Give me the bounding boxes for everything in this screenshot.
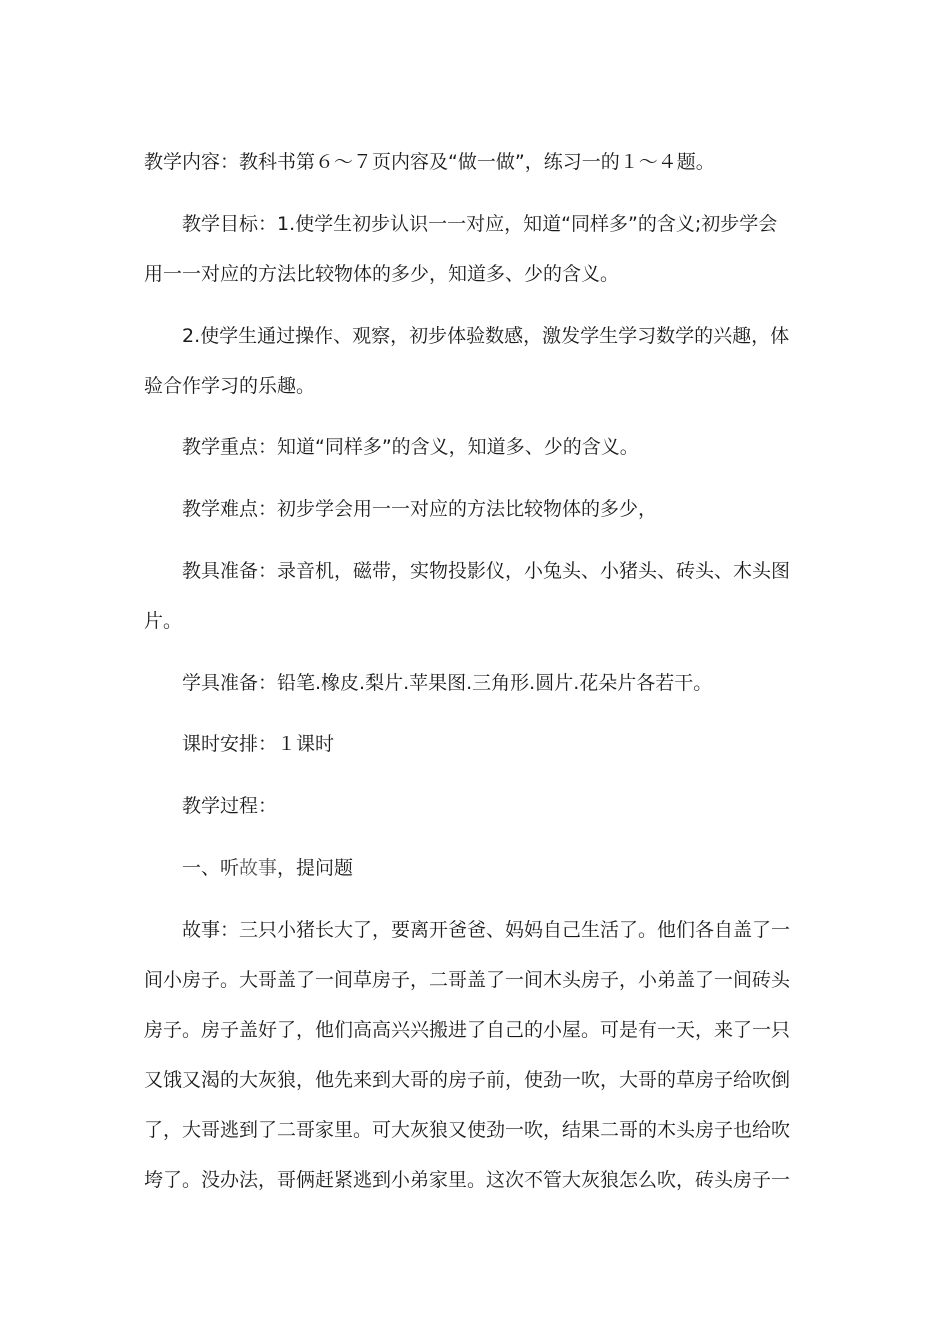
story-line-6: 垮了。没办法，哥俩赶紧逃到小弟家里。这次不管大灰狼怎么吹，砖头房子一	[144, 1169, 791, 1191]
teaching-goal-2-line-1: 2.使学生通过操作、观察，初步体验数感，激发学生学习数学的兴趣，体	[182, 325, 790, 347]
section-one-prefix: 一、听	[182, 857, 240, 879]
teaching-content-line: 教学内容：教科书第６～７页内容及“做一做”，练习一的１～４题。	[144, 151, 715, 173]
student-materials: 学具准备：铅笔.橡皮.梨片.苹果图.三角形.圆片.花朵片各若干。	[182, 672, 713, 694]
story-line-4: 又饿又渴的大灰狼，他先来到大哥的房子前，使劲一吹，大哥的草房子给吹倒	[144, 1069, 791, 1091]
teaching-goal-line-2: 用一一对应的方法比较物体的多少，知道多、少的含义。	[144, 263, 620, 285]
teaching-goal-line-1: 教学目标：1.使学生初步认识一一对应，知道“同样多”的含义;初步学会	[182, 213, 778, 235]
teaching-difficulty: 教学难点：初步学会用一一对应的方法比较物体的多少，	[182, 498, 658, 520]
teaching-aids-line-1: 教具准备：录音机，磁带，实物投影仪，小兔头、小猪头、砖头、木头图	[182, 560, 791, 582]
lesson-arrangement: 课时安排：１课时	[182, 733, 335, 755]
section-one-suffix: ，提问题	[277, 857, 354, 879]
story-line-3: 房子。房子盖好了，他们高高兴兴搬进了自己的小屋。可是有一天，来了一只	[144, 1019, 791, 1041]
story-link-text: 故事	[239, 857, 278, 879]
teaching-goal-2-line-2: 验合作学习的乐趣。	[144, 375, 316, 397]
story-line-2: 间小房子。大哥盖了一间草房子，二哥盖了一间木头房子，小弟盖了一间砖头	[144, 969, 791, 991]
story-line-1: 故事：三只小猪长大了，要离开爸爸、妈妈自己生活了。他们各自盖了一	[182, 919, 791, 941]
section-one-heading	[182, 856, 804, 880]
teaching-aids-line-2: 片。	[144, 610, 183, 632]
teaching-process-heading: 教学过程：	[182, 795, 278, 817]
teaching-key-point: 教学重点：知道“同样多”的含义，知道多、少的含义。	[182, 436, 639, 458]
story-line-5: 了，大哥逃到了二哥家里。可大灰狼又使劲一吹，结果二哥的木头房子也给吹	[144, 1119, 791, 1141]
